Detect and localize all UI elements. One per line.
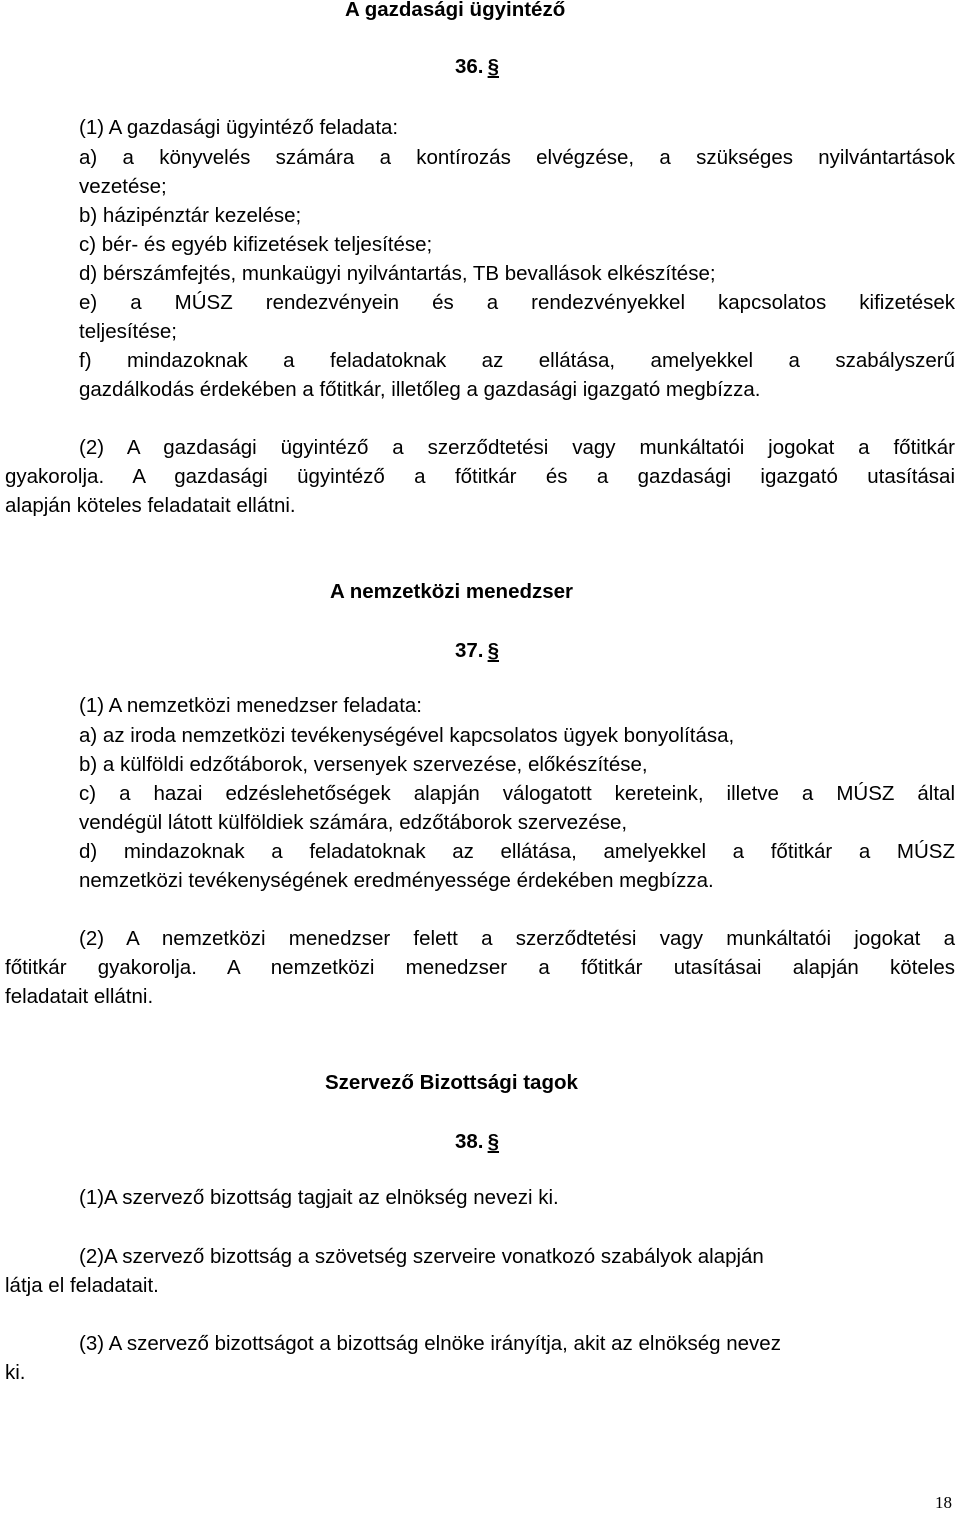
section-36-item-e: e) a MÚSZ rendezvényein és a rendezvényekkel kapcsolatos kifizetések xyxy=(79,291,955,314)
section-symbol: § xyxy=(487,55,500,78)
section-38-paragraph-3-cont: ki. xyxy=(5,1361,26,1384)
section-36-item-f-cont: gazdálkodás érdekében a főtitkár, illetőleg a gazdasági igazgató megbízza. xyxy=(79,378,761,401)
section-38-number xyxy=(455,1132,499,1153)
section-37-number xyxy=(455,641,499,662)
section-38-heading: Szervező Bizottsági tagok xyxy=(325,1071,578,1094)
section-36-paragraph-2-cont-2: alapján köteles feladatait ellátni. xyxy=(5,494,296,517)
section-37-item-c: c) a hazai edzéslehetőségek alapján válogatott kereteink, illetve a MÚSZ által xyxy=(79,782,955,805)
section-38-paragraph-3: (3) A szervező bizottságot a bizottság elnöke irányítja, akit az elnökség nevez xyxy=(79,1332,781,1355)
section-38-paragraph-1: (1)A szervező bizottság tagjait az elnökség nevezi ki. xyxy=(79,1186,559,1209)
section-36-heading: A gazdasági ügyintéző xyxy=(345,0,566,21)
section-37-item-c-cont: vendégül látott külföldiek számára, edzőtáborok szervezése, xyxy=(79,811,628,834)
section-36-item-a-cont: vezetése; xyxy=(79,175,167,198)
section-38-number-text: 38. xyxy=(455,1130,484,1153)
section-36-item-b: b) házipénztár kezelése; xyxy=(79,204,302,227)
section-36-number xyxy=(455,57,499,78)
section-36-item-a: a) a könyvelés számára a kontírozás elvégzése, a szükséges nyilvántartások xyxy=(79,146,955,169)
section-36-item-d: d) bérszámfejtés, munkaügyi nyilvántartás, TB bevallások elkészítése; xyxy=(79,262,716,285)
section-36-item-c: c) bér- és egyéb kifizetések teljesítése; xyxy=(79,233,433,256)
section-37-item-b: b) a külföldi edzőtáborok, versenyek szervezése, előkészítése, xyxy=(79,753,648,776)
section-37-item-a: a) az iroda nemzetközi tevékenységével kapcsolatos ügyek bonyolítása, xyxy=(79,724,735,747)
section-38-paragraph-2-cont: látja el feladatait. xyxy=(5,1274,159,1297)
section-37-heading: A nemzetközi menedzser xyxy=(330,580,574,603)
section-36-paragraph-2-cont-1: gyakorolja. A gazdasági ügyintéző a főtitkár és a gazdasági igazgató utasításai xyxy=(5,465,955,488)
section-36-item-f: f) mindazoknak a feladatoknak az ellátása, amelyekkel a szabályszerű xyxy=(79,349,955,372)
section-37-paragraph-2: (2) A nemzetközi menedzser felett a szerződtetési vagy munkáltatói jogokat a xyxy=(79,927,955,950)
section-38-paragraph-2: (2)A szervező bizottság a szövetség szerveire vonatkozó szabályok alapján xyxy=(79,1245,764,1268)
section-37-paragraph-1-intro: (1) A nemzetközi menedzser feladata: xyxy=(79,694,422,717)
section-37-paragraph-2-cont-1: főtitkár gyakorolja. A nemzetközi menedzser a főtitkár utasításai alapján köteles xyxy=(5,956,955,979)
section-37-item-d-cont: nemzetközi tevékenységének eredményessége érdekében megbízza. xyxy=(79,869,714,892)
section-36-paragraph-1-intro: (1) A gazdasági ügyintéző feladata: xyxy=(79,116,399,139)
section-37-number-text: 37. xyxy=(455,639,484,662)
section-36-number-text: 36. xyxy=(455,55,484,78)
section-36-item-e-cont: teljesítése; xyxy=(79,320,177,343)
section-37-item-d: d) mindazoknak a feladatoknak az ellátása, amelyekkel a főtitkár a MÚSZ xyxy=(79,840,955,863)
page-number: 18 xyxy=(935,1493,952,1512)
section-36-paragraph-2: (2) A gazdasági ügyintéző a szerződtetési vagy munkáltatói jogokat a főtitkár xyxy=(79,436,955,459)
section-37-paragraph-2-cont-2: feladatait ellátni. xyxy=(5,985,154,1008)
section-symbol: § xyxy=(487,639,500,662)
section-symbol: § xyxy=(487,1130,500,1153)
